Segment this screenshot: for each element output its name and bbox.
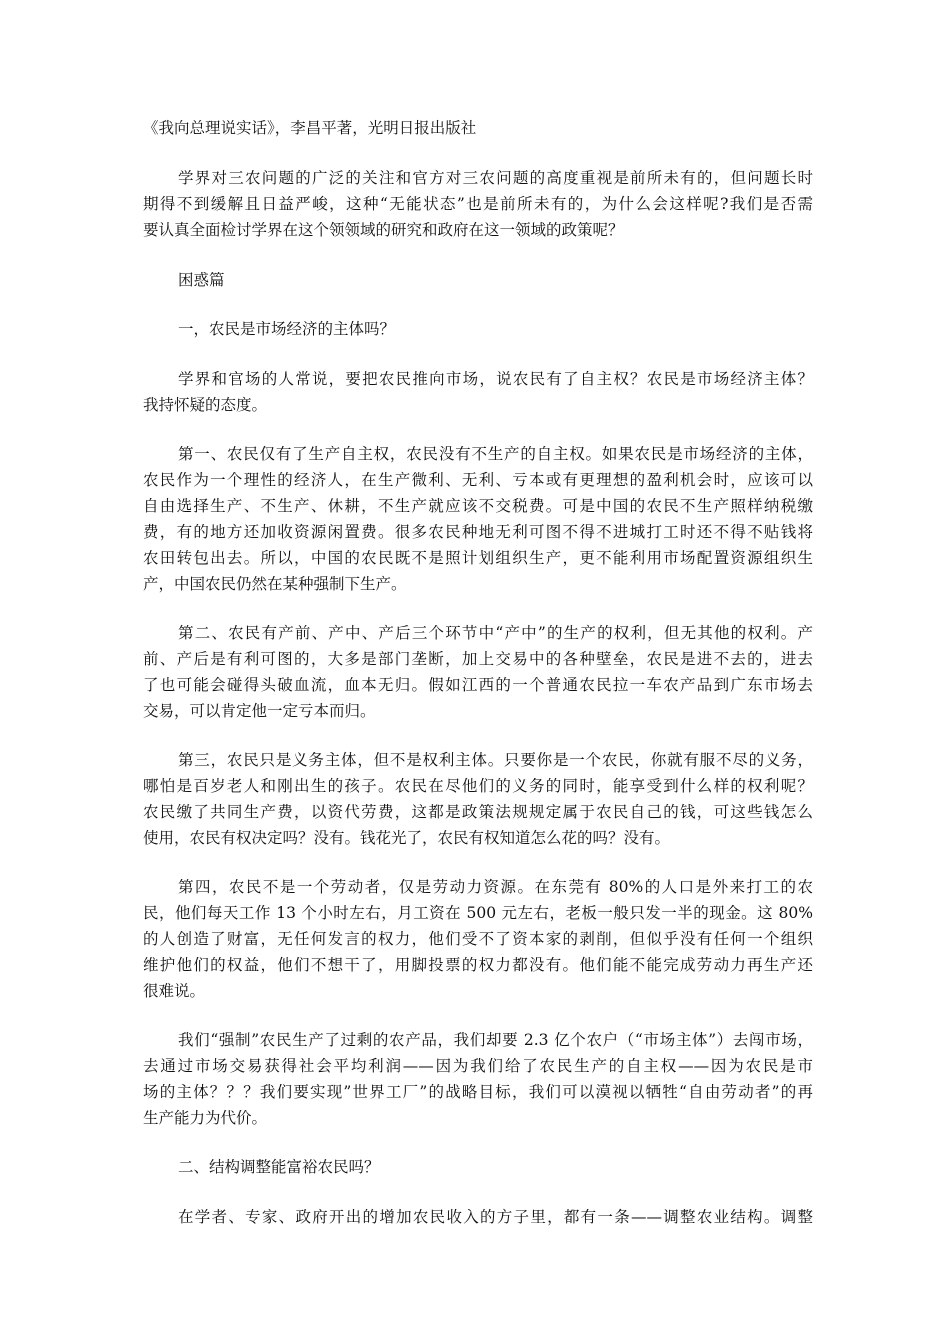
paragraph-line: 生产能力为代价。: [143, 1109, 268, 1127]
paragraph-line: 农民作为一个理性的经济人，在生产微利、无利、亏本或有更理想的盈利机会时，应该可以: [143, 471, 813, 489]
book-citation: 《我向总理说实话》，李昌平著，光明日报出版社: [143, 119, 477, 137]
paragraph-line: 使用，农民有权决定吗？没有。钱花光了，农民有权知道怎么花的吗？没有。: [143, 829, 671, 847]
paragraph-line: 第一、农民仅有了生产自主权，农民没有不生产的自主权。如果农民是市场经济的主体，: [178, 445, 813, 463]
intro-line: 学界对三农问题的广泛的关注和官方对三农问题的高度重视是前所未有的，但问题长时: [178, 169, 813, 187]
paragraph-line: 去通过市场交易获得社会平均利润——因为我们给了农民生产的自主权——因为农民是市: [143, 1057, 813, 1075]
paragraph-line: 费，有的地方还加收资源闲置费。很多农民种地无利可图不得不进城打工时还不得不贴钱将: [143, 523, 813, 541]
paragraph-line: 很难说。: [143, 982, 206, 1000]
paragraph-line: 的人创造了财富，无任何发言的权力，他们受不了资本家的剥削，但似乎没有任何一个组织: [143, 930, 813, 948]
paragraph-line: 哪怕是百岁老人和刚出生的孩子。农民在尽他们的义务的同时，能享受到什么样的权利呢？: [143, 777, 813, 795]
paragraph-line: 产，中国农民仍然在某种强制下生产。: [143, 575, 407, 593]
section-heading: 困惑篇: [178, 271, 225, 289]
paragraph-line: 场的主体？？？我们要实现”世界工厂”的战略目标，我们可以漠视以牺牲“自由劳动者”的再: [143, 1083, 813, 1101]
paragraph-line: 我们“强制”农民生产了过剩的农产品，我们却要 2.3 亿个农户（“市场主体”）去闯市场，: [178, 1031, 813, 1049]
paragraph-line: 农田转包出去。所以，中国的农民既不是照计划组织生产，更不能利用市场配置资源组织生: [143, 549, 813, 567]
intro-line: 要认真全面检讨学界在这个领领域的研究和政府在这一领域的政策呢？: [143, 221, 624, 239]
paragraph-line: 交易，可以肯定他一定亏本而归。: [143, 702, 376, 720]
paragraph-line: 了也可能会碰得头破血流，血本无归。假如江西的一个普通农民拉一车农产品到广东市场去: [143, 676, 813, 694]
paragraph-line: 第三，农民只是义务主体，但不是权利主体。只要你是一个农民，你就有服不尽的义务，: [178, 751, 813, 769]
paragraph-line: 农民缴了共同生产费，以资代劳费，这都是政策法规规定属于农民自己的钱，可这些钱怎么: [143, 803, 813, 821]
paragraph-line: 学界和官场的人常说，要把农民推向市场，说农民有了自主权？农民是市场经济主体？: [178, 370, 813, 388]
paragraph-line: 我持怀疑的态度。: [143, 396, 268, 414]
question-heading-1: 一，农民是市场经济的主体吗？: [178, 320, 396, 338]
paragraph-line: 维护他们的权益，他们不想干了，用脚投票的权力都没有。他们能不能完成劳动力再生产还: [143, 956, 813, 974]
paragraph-line: 第二、农民有产前、产中、产后三个环节中“产中”的生产的权利，但无其他的权利。产: [178, 624, 813, 642]
paragraph-line: 在学者、专家、政府开出的增加农民收入的方子里，都有一条——调整农业结构。调整: [178, 1208, 813, 1226]
paragraph-line: 前、产后是有利可图的，大多是部门垄断，加上交易中的各种壁垒，农民是进不去的，进去: [143, 650, 813, 668]
paragraph-line: 第四，农民不是一个劳动者，仅是劳动力资源。在东莞有 80%的人口是外来打工的农: [178, 878, 813, 896]
paragraph-line: 自由选择生产、不生产、休耕，不生产就应该不交税费。可是中国的农民不生产照样纳税缴: [143, 497, 813, 515]
paragraph-line: 民，他们每天工作 13 个小时左右，月工资在 500 元左右，老板一般只发一半的现金。这 80%: [143, 904, 813, 922]
question-heading-2: 二、结构调整能富裕农民吗？: [178, 1158, 380, 1176]
intro-line: 期得不到缓解且日益严峻，这种“无能状态”也是前所未有的，为什么会这样呢?我们是否需: [143, 195, 813, 213]
